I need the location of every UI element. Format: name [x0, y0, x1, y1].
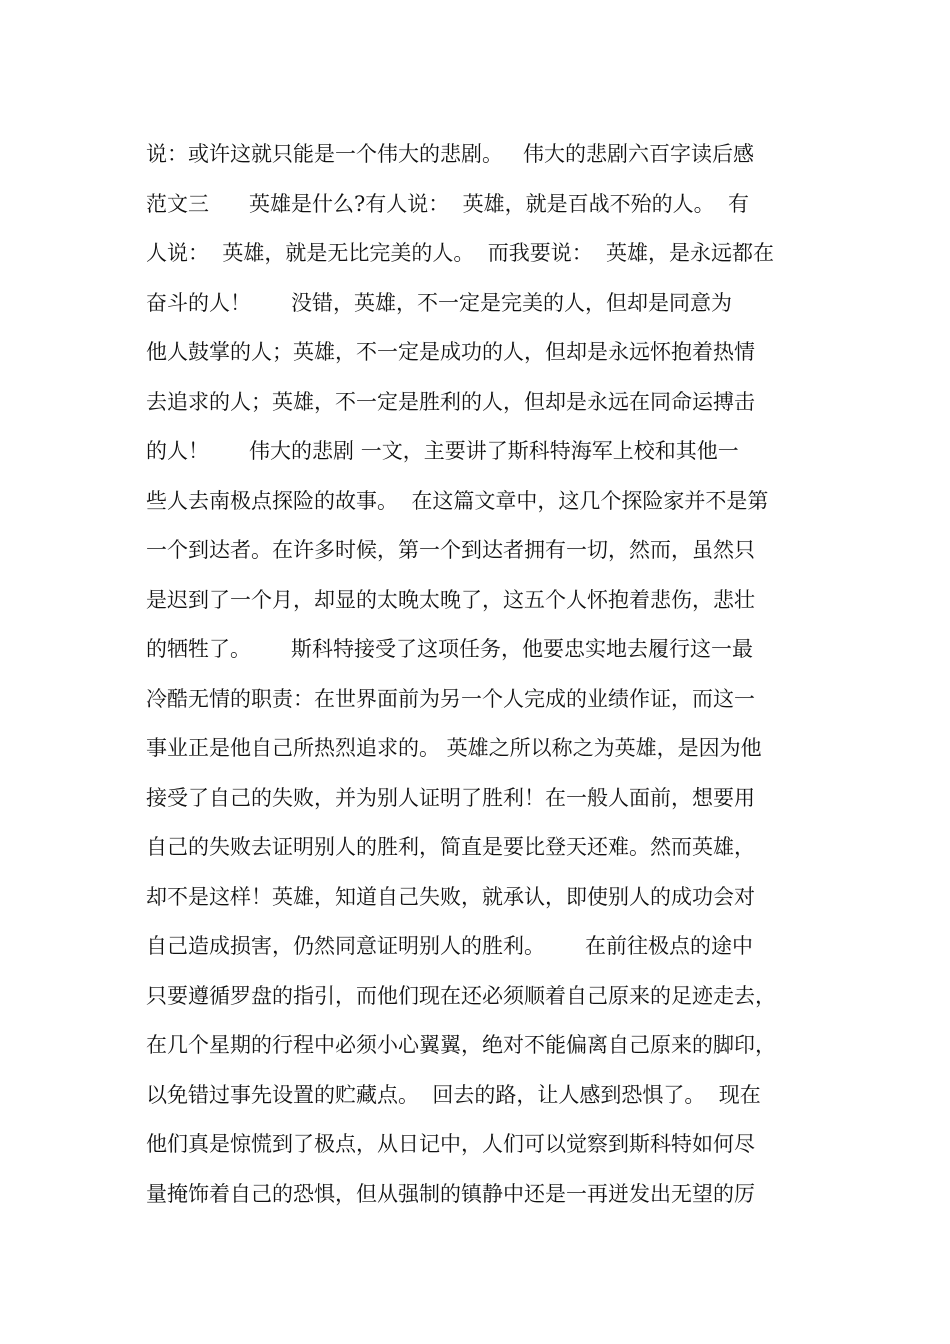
text-line: 自己的失败去证明别人的胜利，简直是要比登天还难。然而英雄， [146, 835, 755, 859]
text-line: 一个到达者。在许多时候，第一个到达者拥有一切，然而，虽然只 [146, 538, 755, 562]
text-line: 些人去南极点探险的故事。 在这篇文章中，这几个探险家并不是第 [146, 488, 769, 513]
text-line: 只要遵循罗盘的指引，而他们现在还必须顺着自己原来的足迹走去， [146, 983, 776, 1008]
text-line: 说：或许这就只能是一个伟大的悲剧。 伟大的悲剧六百字读后感 [146, 142, 755, 166]
text-line: 冷酷无情的职责：在世界面前为另一个人完成的业绩作证，而这一 [146, 686, 755, 711]
text-line: 是迟到了一个月，却显的太晚太晚了，这五个人怀抱着悲伤，悲壮 [146, 587, 755, 612]
text-line: 人说： 英雄，就是无比完美的人。 而我要说： 英雄，是永远都在 [146, 241, 775, 265]
text-line: 以免错过事先设置的贮藏点。 回去的路，让人感到恐惧了。 现在 [146, 1082, 761, 1107]
text-line: 的人！ 伟大的悲剧 一文，主要讲了斯科特海军上校和其他一 [146, 439, 739, 463]
text-line: 奋斗的人！ 没错，英雄，不一定是完美的人，但却是同意为 [146, 290, 733, 315]
text-line: 他们真是惊慌到了极点，从日记中，人们可以觉察到斯科特如何尽 [146, 1132, 755, 1156]
text-line: 接受了自己的失败，并为别人证明了胜利！在一般人面前，想要用 [146, 785, 755, 810]
text-line: 在几个星期的行程中必须小心翼翼，绝对不能偏离自己原来的脚印， [146, 1033, 776, 1057]
text-line: 量掩饰着自己的恐惧，但从强制的镇静中还是一再迸发出无望的厉 [146, 1181, 755, 1206]
text-line: 事业正是他自己所热烈追求的。 英雄之所以称之为英雄，是因为他 [146, 736, 762, 760]
body-text [146, 130, 826, 1219]
text-line: 的牺牲了。 斯科特接受了这项任务，他要忠实地去履行这一最 [146, 637, 754, 661]
text-line: 却不是这样！英雄，知道自己失败，就承认，即使别人的成功会对 [146, 884, 755, 909]
text-line: 去追求的人；英雄，不一定是胜利的人，但却是永远在同命运搏击 [146, 389, 755, 414]
text-line: 自己造成损害，仍然同意证明别人的胜利。 在前往极点的途中 [146, 934, 754, 958]
text-line: 他人鼓掌的人；英雄，不一定是成功的人，但却是永远怀抱着热情 [146, 340, 755, 364]
text-line: 范文三 英雄是什么?有人说： 英雄，就是百战不殆的人。 有 [146, 191, 750, 216]
